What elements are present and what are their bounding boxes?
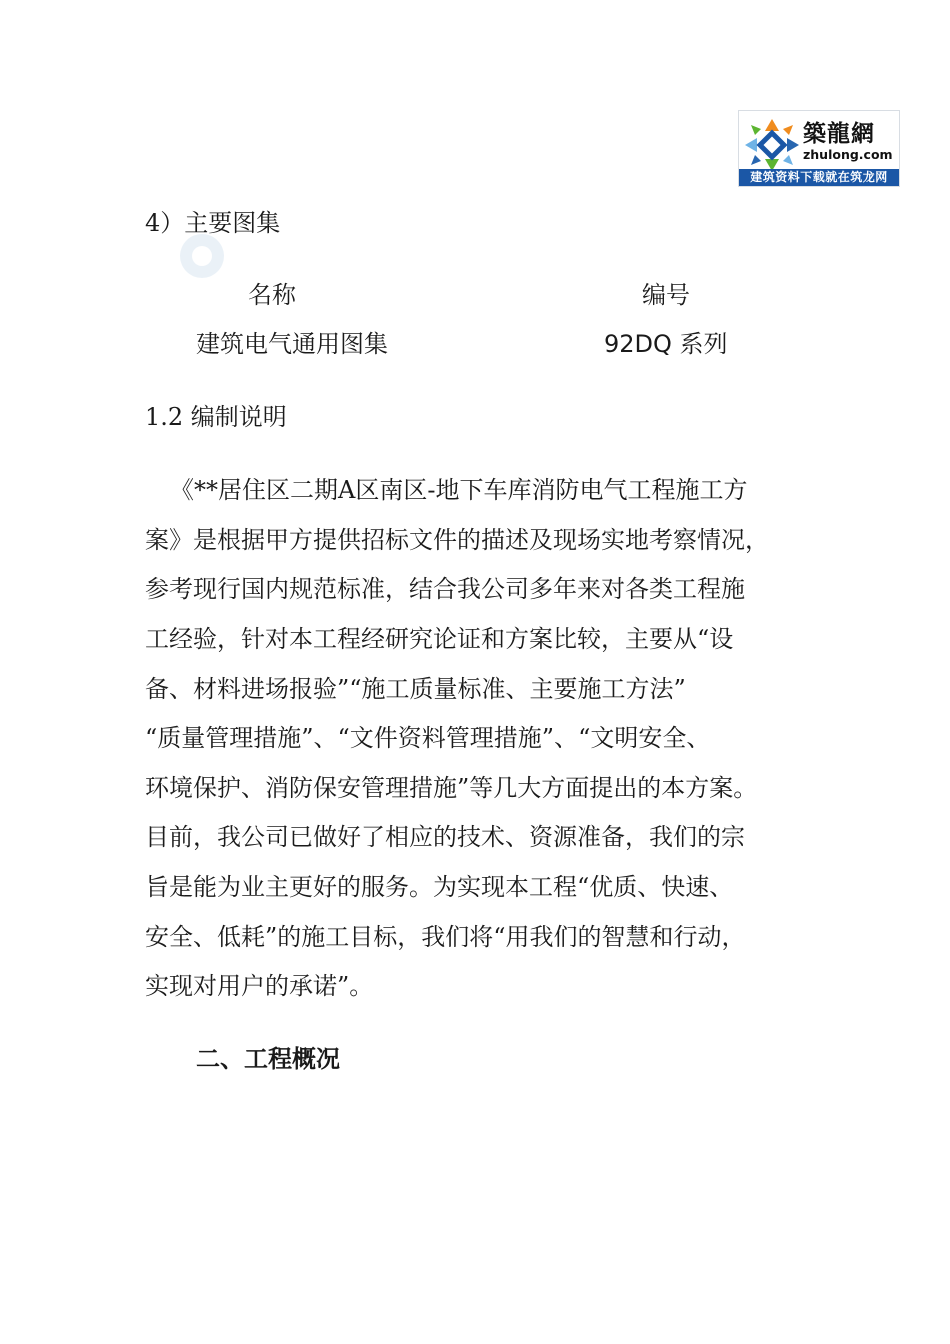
section-heading-4: 4）主要图集	[145, 209, 281, 237]
paragraph-line: 旨是能为业主更好的服务。为实现本工程“优质、快速、	[145, 873, 734, 901]
table-header-name: 名称	[248, 281, 296, 309]
paragraph-line: 案》是根据甲方提供招标文件的描述及现场实地考察情况，	[145, 526, 769, 554]
paragraph-line: 目前，我公司已做好了相应的技术、资源准备，我们的宗	[145, 823, 745, 851]
logo-domain: zhulong.com	[803, 147, 893, 162]
logo-slogan: 建筑资料下载就在筑龙网	[739, 169, 899, 186]
paragraph-line: 《**居住区二期A区南区-地下车库消防电气工程施工方	[170, 476, 748, 504]
zhulong-emblem-icon	[743, 117, 801, 173]
paragraph-line: 实现对用户的承诺”。	[145, 972, 374, 1000]
paragraph-line: “质量管理措施”、“文件资料管理措施”、“文明安全、	[145, 724, 711, 752]
paragraph-line: 环境保护、消防保安管理措施”等几大方面提出的本方案。	[145, 774, 758, 802]
table-header-code: 编号	[642, 281, 690, 309]
paragraph-line: 工经验，针对本工程经研究论证和方案比较，主要从“设	[145, 625, 734, 653]
paragraph-line: 参考现行国内规范标准，结合我公司多年来对各类工程施	[145, 575, 745, 603]
table-cell-code: 92DQ 系列	[604, 330, 728, 358]
table-cell-name: 建筑电气通用图集	[196, 330, 388, 358]
section-heading-1-2: 1.2 编制说明	[145, 403, 287, 431]
section-heading-2: 二、工程概况	[196, 1045, 340, 1073]
logo-name-cn: 築龍網	[803, 120, 875, 147]
zhulong-logo	[738, 110, 900, 187]
paragraph-line: 安全、低耗”的施工目标，我们将“用我们的智慧和行动，	[145, 923, 746, 951]
paragraph-line: 备、材料进场报验”“施工质量标准、主要施工方法”	[145, 675, 686, 703]
